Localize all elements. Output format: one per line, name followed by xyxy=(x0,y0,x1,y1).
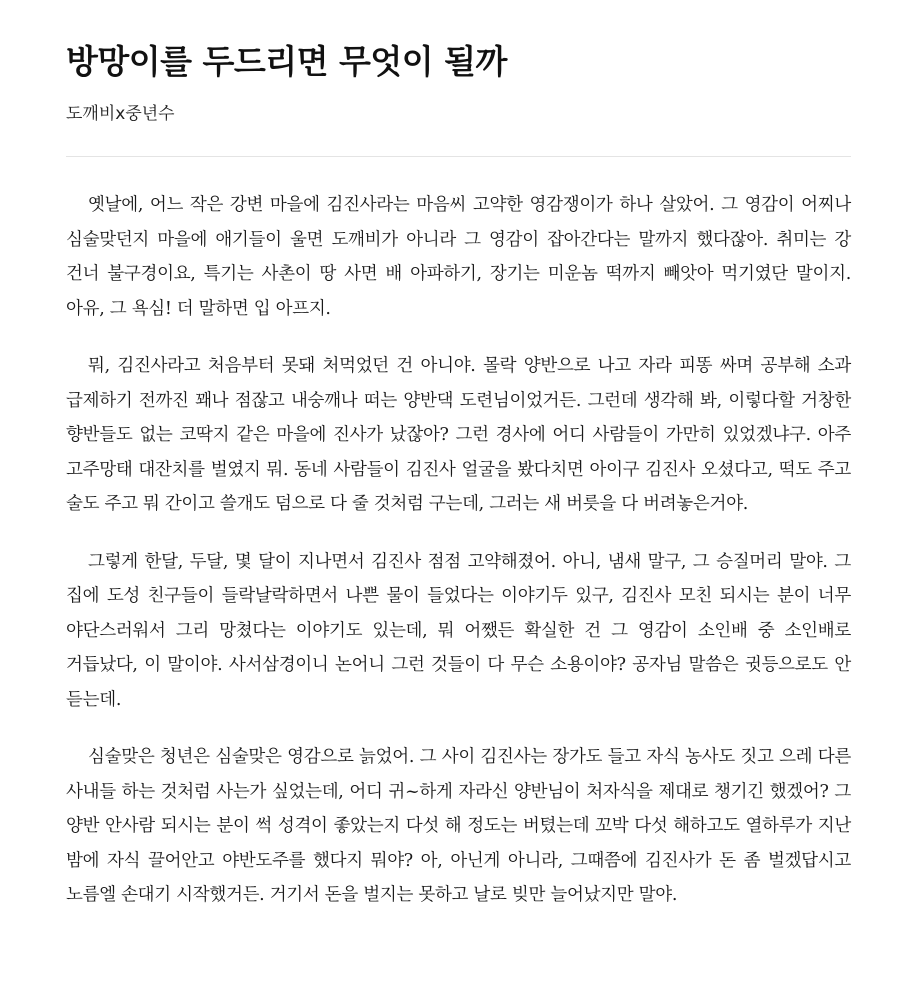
story-title: 방망이를 두드리면 무엇이 될까 xyxy=(66,42,507,81)
header-divider xyxy=(66,156,851,157)
story-paragraph-1: 옛날에, 어느 작은 강변 마을에 김진사라는 마음씨 고약한 영감쟁이가 하나 살았어. 그 영감이 어찌나 심술맞던지 마을에 애기들이 울면 도깨비가 아니라 그 영감이 잡아간다는 말까지 했다잖아. 취미는 강 건너 불구경이요, 특기는 사촌이 땅 사면 배 아파하기, 장기는 미운놈 떡까지 빼앗아 먹기였단 말이지. 아유, 그 욕심! 더 말하면 입 아프지. xyxy=(66,195,851,319)
story-paragraph-2: 뭐, 김진사라고 처음부터 못돼 처먹었던 건 아니야. 몰락 양반으로 나고 자라 피똥 싸며 공부해 소과 급제하기 전까진 꽤나 점잖고 내숭깨나 떠는 양반댁 도련님이었거든. 그런데 생각해 봐, 이렇다할 거창한 향반들도 없는 코딱지 같은 마을에 진사가 났잖아? 그런 경사에 어디 사람들이 가만히 있었겠냐구. 아주 고주망태 대잔치를 벌였지 뭐. 동네 사람들이 김진사 얼굴을 봤다치면 아이구 김진사 오셨다고, 떡도 주고 술도 주고 뭐 간이고 쓸개도 덤으로 다 줄 것처럼 구는데, 그러는 새 버릇을 다 버려놓은거야. xyxy=(66,356,851,514)
story-author[interactable]: 도깨비x중년수 xyxy=(66,104,175,124)
story-paragraph-4: 심술맞은 청년은 심술맞은 영감으로 늙었어. 그 사이 김진사는 장가도 들고 자식 농사도 짓고 으레 다른 사내들 하는 것처럼 사는가 싶었는데, 어디 귀~하게 자라신 양반님이 처자식을 제대로 챙기긴 했겠어? 그 양반 안사람 되시는 분이 썩 성격이 좋았는지 다섯 해 정도는 버텼는데 꼬박 다섯 해하고도 열하루가 지난 밤에 자식 끌어안고 야반도주를 했다지 뭐야? 아, 아닌게 아니라, 그때쯤에 김진사가 돈 좀 벌겠답시고 노름엘 손대기 시작했거든. 거기서 돈을 벌지는 못하고 날로 빚만 늘어났지만 말야. xyxy=(66,747,851,905)
story-paragraph-3: 그렇게 한달, 두달, 몇 달이 지나면서 김진사 점점 고약해졌어. 아니, 냄새 말구, 그 승질머리 말야. 그 집에 도성 친구들이 들락날락하면서 나쁜 물이 들었다는 이야기두 있구, 김진사 모친 되시는 분이 너무 야단스러워서 그리 망쳤다는 이야기도 있는데, 뭐 어쨌든 확실한 건 그 영감이 소인배 중 소인배로 거듭났다, 이 말이야. 사서삼경이니 논어니 그런 것들이 다 무슨 소용이야? 공자님 말씀은 귓등으로도 안 듣는데. xyxy=(66,551,851,710)
story-body xyxy=(66,188,851,936)
